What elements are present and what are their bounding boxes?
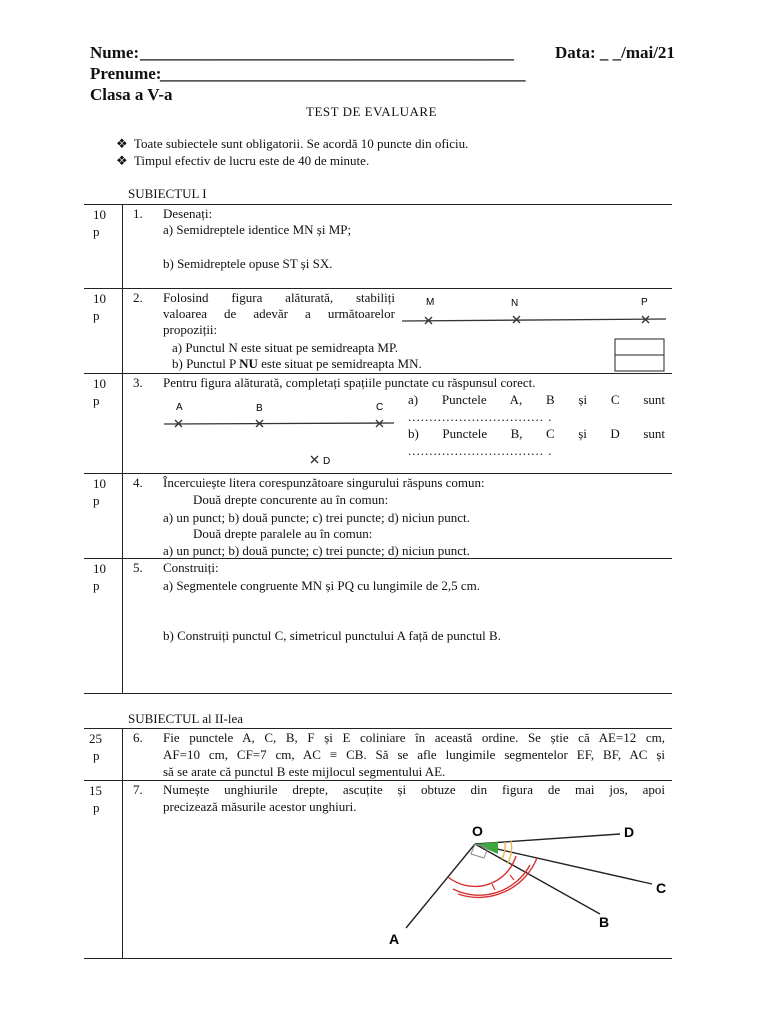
question-text: AF=10 cm, CF=7 cm, AC ≡ CB. Să se afle lungimile segmentelor EF, BF, AC și (163, 747, 665, 762)
question-text: valoarea de adevăr a următoarelor (163, 306, 395, 321)
question-text: Fie punctele A, C, B, F și E coliniare în această ordine. Se știe că AE=12 cm, (163, 730, 665, 745)
prenume-blank[interactable]: ___________________________________________ (160, 64, 526, 83)
question-text: a) Segmentele congruente MN și PQ cu lungimile de 2,5 cm. (163, 578, 480, 593)
question-number: 4. (133, 475, 143, 490)
collinear-points-figure (160, 396, 400, 470)
question-text: b) Punctul P NU este situat pe semidreapta MN. (172, 356, 422, 371)
ray-lines (406, 834, 652, 928)
question-text: Folosind figura alăturată, stabiliți (163, 290, 395, 305)
nume-blank[interactable]: ____________________________________________ (140, 43, 514, 62)
point-label: C (376, 402, 384, 413)
points-value: 10 (93, 291, 106, 306)
answer-dots[interactable]: ................................ . (408, 443, 553, 458)
question-text: Două drepte concurente au în comun: (193, 492, 389, 507)
point-label: B (256, 403, 263, 414)
question-number: 5. (133, 560, 143, 575)
points-unit: p (93, 493, 100, 508)
question-text: b) Punctele B, C și D sunt (408, 426, 665, 441)
subject-1-title: SUBIECTUL I (128, 186, 207, 201)
question-text: Două drepte paralele au în comun: (193, 526, 373, 541)
question-number: 2. (133, 290, 143, 305)
nume-label: Nume: (90, 43, 140, 62)
points-unit: p (93, 578, 100, 593)
points-value: 10 (93, 207, 106, 222)
points-value: 25 (89, 731, 102, 746)
question-text: Pentru figura alăturată, completați spațiile punctate cu răspunsul corect. (163, 375, 536, 390)
point-label: C (656, 880, 667, 896)
point-label: D (624, 824, 635, 840)
points-value: 10 (93, 476, 106, 491)
date-field: Data: _ _/mai/21 (555, 43, 675, 62)
question-number: 1. (133, 206, 143, 221)
question-text: precizează măsurile acestor unghiuri. (163, 799, 357, 814)
answer-options[interactable]: a) un punct; b) două puncte; c) trei puncte; d) niciun punct. (163, 510, 470, 525)
bullet-icon: ❖ (116, 153, 128, 168)
point-label: D (323, 456, 331, 467)
answer-options[interactable]: a) un punct; b) două puncte; c) trei puncte; d) niciun punct. (163, 543, 470, 558)
answer-dots[interactable]: ................................ . (408, 409, 553, 424)
points-unit: p (93, 224, 100, 239)
question-number: 3. (133, 375, 143, 390)
points-unit: p (93, 308, 100, 323)
points-value: 10 (93, 561, 106, 576)
test-title: TEST DE EVALUARE (306, 104, 438, 119)
point-label: N (511, 298, 519, 309)
class-label: Clasa a V-a (90, 85, 173, 104)
point-label: P (641, 297, 648, 308)
arc-tick-marks (492, 875, 514, 890)
question-text: b) Semidreptele opuse ST și SX. (163, 256, 333, 271)
point-mark-icon (175, 420, 383, 463)
question-text: a) Punctele A, B și C sunt (408, 392, 665, 407)
instruction-item: ❖ Timpul efectiv de lucru este de 40 de minute. (116, 153, 370, 168)
question-text: Construiți: (163, 560, 219, 575)
question-text: propoziții: (163, 322, 218, 337)
points-unit: p (93, 800, 100, 815)
point-label: M (426, 297, 435, 308)
answer-box-b[interactable] (615, 355, 664, 371)
points-value: 15 (89, 783, 102, 798)
points-unit: p (93, 393, 100, 408)
points-unit: p (93, 748, 100, 763)
question-text: Desenați: (163, 206, 213, 221)
angles-figure (380, 818, 680, 956)
question-number: 7. (133, 782, 143, 797)
point-label: O (472, 823, 483, 839)
point-label: A (389, 931, 400, 947)
question-text: a) Semidreptele identice MN și MP; (163, 222, 352, 237)
instruction-item: ❖ Toate subiectele sunt obligatorii. Se acordă 10 puncte din oficiu. (116, 136, 469, 151)
points-value: 10 (93, 376, 106, 391)
question-text: Numește unghiurile drepte, ascuțite și obtuze din figura de mai jos, apoi (163, 782, 665, 797)
subject-2-title: SUBIECTUL al II-lea (128, 711, 244, 726)
question-text: a) Punctul N este situat pe semidreapta MP. (172, 340, 399, 355)
point-label: A (176, 402, 183, 413)
points-line-figure (400, 292, 672, 372)
bullet-icon: ❖ (116, 136, 128, 151)
prenume-label: Prenume: (90, 64, 162, 83)
question-number: 6. (133, 730, 143, 745)
question-text: să se arate că punctul B este mijlocul segmentului AE. (163, 764, 446, 779)
point-label: B (599, 914, 610, 930)
answer-box-a[interactable] (615, 339, 664, 355)
question-text: b) Construiți punctul C, simetricul punctului A față de punctul B. (163, 628, 501, 643)
question-text: Încercuiește litera corespunzătoare singurului răspuns comun: (163, 475, 485, 490)
